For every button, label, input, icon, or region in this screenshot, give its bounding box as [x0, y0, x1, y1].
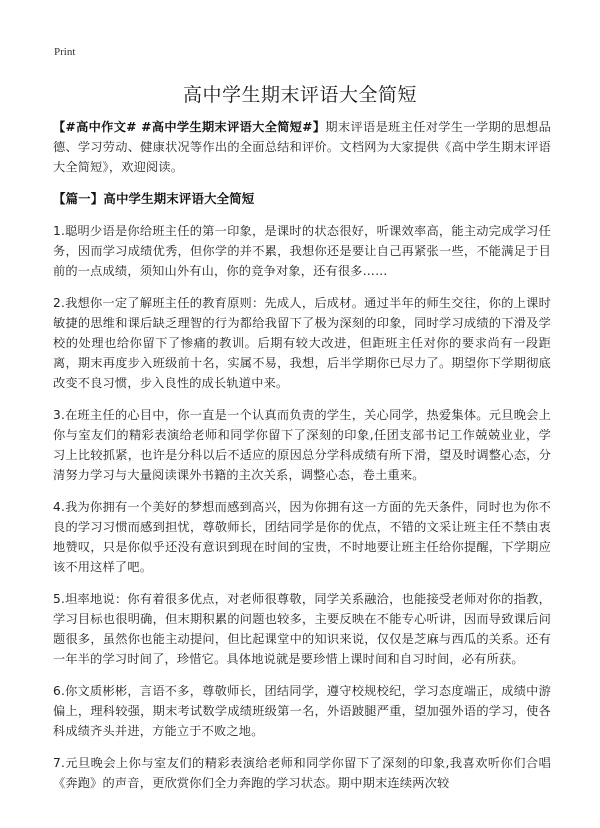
intro-paragraph	[53, 117, 551, 177]
comment-paragraph-5: 5.坦率地说：你有着很多优点，对老师很尊敬，同学关系融洽，也能接受老师对你的指教，学习目标也很明确，但末期积累的问题也较多，主要反映在不能专心听讲，因而导致课后问题很多，虽然你也能主动提问，但比起课堂中的知识来说，仅仅是芝麻与西瓜的关系。还有一年半的学习时间了，珍惜它。具体地说就是要珍惜上课时间和自习时间，必有所获。	[53, 592, 551, 666]
comment-paragraph-6: 6.你文质彬彬，言语不多，尊敬师长，团结同学，遵守校规校纪，学习态度端正，成绩中游偏上，理科较强，期末考试数学成绩班级第一名，外语跛腿严重，望加强外语的学习，使各科成绩齐头并进，方能立于不败之地。	[53, 684, 551, 738]
intro-tag: 【#高中作文# #高中学生期末评语大全简短#】	[53, 120, 326, 134]
intro-text: 期末评语是班主任对学生一学期的思想品德、学习劳动、健康状况等作出的全面总结和评价。文档网为大家提供《高中学生期末评语大全简短》，欢迎阅读。	[53, 120, 551, 174]
section-heading: 【篇一】高中学生期末评语大全简短	[53, 191, 255, 206]
print-link[interactable]: Print	[54, 46, 76, 58]
comment-paragraph-7: 7.元旦晚会上你与室友们的精彩表演给老师和同学你留下了深刻的印象,我喜欢听你们合唱《奔跑》的声音，更欣赏你们全力奔跑的学习状态。期中期末连续两次较	[53, 756, 551, 790]
article-body	[53, 117, 551, 805]
comment-paragraph-1: 1.聪明少语是你给班主任的第一印象，是课时的状态很好，听课效率高，能主动完成学习任务，因而学习成绩优秀，但你学的并不累，我想你还是要让自己再紧张一些，不能满足于目前的一点成绩，须知山外有山，你的竞争对象，还有很多……	[53, 224, 551, 278]
comment-paragraph-2: 2.我想你一定了解班主任的教育原则：先成人，后成材。通过半年的师生交往，你的上课时敏捷的思维和课后缺乏理智的行为都给我留下了极为深刻的印象，同时学习成绩的下滑及学校的处理也给你留下了惨痛的教训。后期有较大改进，但距班主任对你的要求尚有一段距离，期末再度步入班级前十名，实属不易，我想，后半学期你已尽力了。期望你下学期彻底改变不良习惯，步入良性的成长轨道中来。	[53, 296, 551, 390]
comment-paragraph-4: 4.我为你拥有一个美好的梦想而感到高兴，因为你拥有这一方面的先天条件，同时也为你不良的学习习惯而感到担忧，尊敬师长，团结同学是你的优点，不错的文采让班主任不禁由衷地赞叹，只是你似乎还没有意识到现在时间的宝贵，不时地要让班主任给你提醒，下学期应该不用这样了吧。	[53, 500, 551, 574]
page-title: 高中学生期末评语大全简短	[182, 84, 417, 106]
comment-paragraph-3: 3.在班主任的心目中，你一直是一个认真而负责的学生，关心同学，热爱集体。元旦晚会上你与室友们的精彩表演给老师和同学你留下了深刻的印象,任团支部书记工作兢兢业业，学习上比较抓紧，也许是分科以后不适应的原因总分学科成绩有所下滑，望及时调整心态，分清努力学习与大量阅读课外书籍的主次关系，调整心态，卷土重来。	[53, 408, 551, 482]
